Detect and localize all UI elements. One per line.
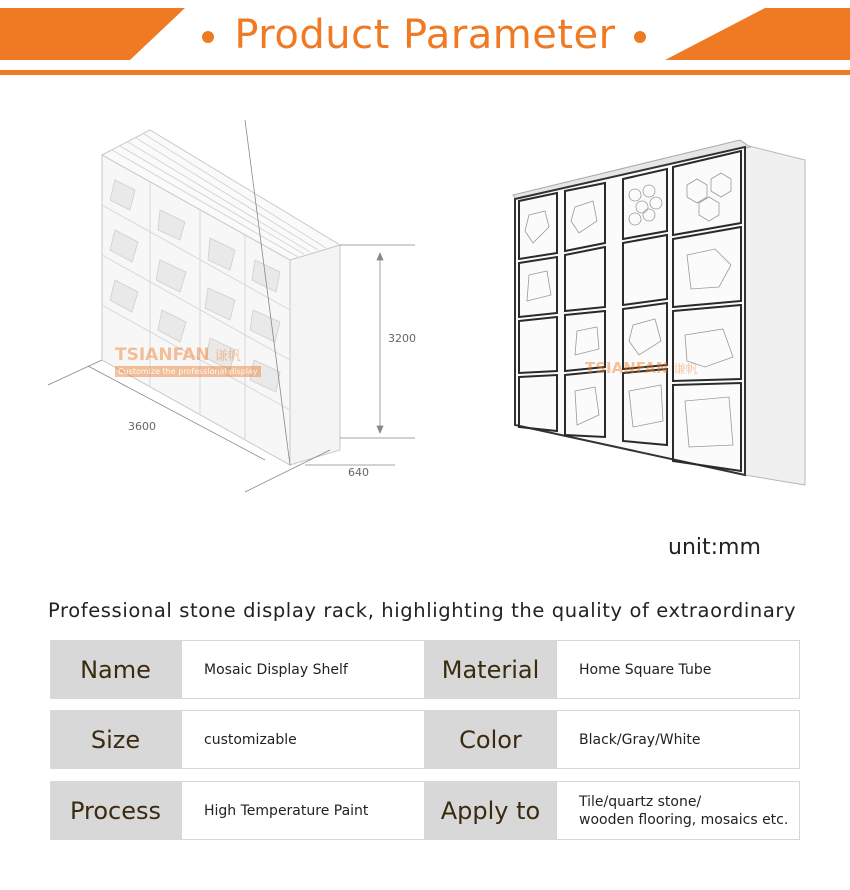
brand-name: TSIANFAN	[115, 345, 210, 365]
section-header	[0, 0, 850, 80]
spec-value: Black/Gray/White	[556, 710, 800, 769]
rack-side-panel	[290, 245, 340, 465]
spec-label: Size	[50, 710, 181, 769]
spec-value: Mosaic Display Shelf	[181, 640, 425, 699]
render-side-panel	[745, 145, 805, 485]
header-underline	[0, 70, 850, 75]
spec-value: High Temperature Paint	[181, 781, 425, 840]
product-tagline: Professional stone display rack, highlighting the quality of extraordinary	[48, 599, 797, 622]
spec-row	[50, 640, 800, 699]
brand-watermark-right	[585, 358, 698, 377]
spec-label: Color	[425, 710, 556, 769]
product-render	[505, 135, 815, 495]
depth-dimension-label: 640	[348, 466, 369, 479]
spec-value: Home Square Tube	[556, 640, 800, 699]
width-dimension-label: 3600	[128, 420, 156, 433]
spec-label: Apply to	[425, 781, 556, 840]
spec-row	[50, 710, 800, 769]
spec-value: Tile/quartz stone/ wooden flooring, mosaics etc.	[556, 781, 800, 840]
dimension-drawing	[40, 120, 430, 510]
spec-label: Name	[50, 640, 181, 699]
spec-label: Material	[425, 640, 556, 699]
height-dimension-label: 3200	[388, 332, 416, 345]
brand-name-cn: 谦帆	[214, 349, 241, 364]
brand-watermark-left	[115, 345, 261, 377]
brand-name: TSIANFAN	[585, 359, 669, 377]
spec-label: Process	[50, 781, 181, 840]
spec-row	[50, 781, 800, 840]
page-title: Product Parameter	[234, 12, 616, 58]
spec-value: customizable	[181, 710, 425, 769]
unit-label: unit:mm	[668, 535, 761, 560]
render-front-face	[515, 147, 745, 475]
brand-name-cn: 谦帆	[673, 362, 698, 376]
brand-tagline: Customize the professional display	[115, 366, 261, 377]
